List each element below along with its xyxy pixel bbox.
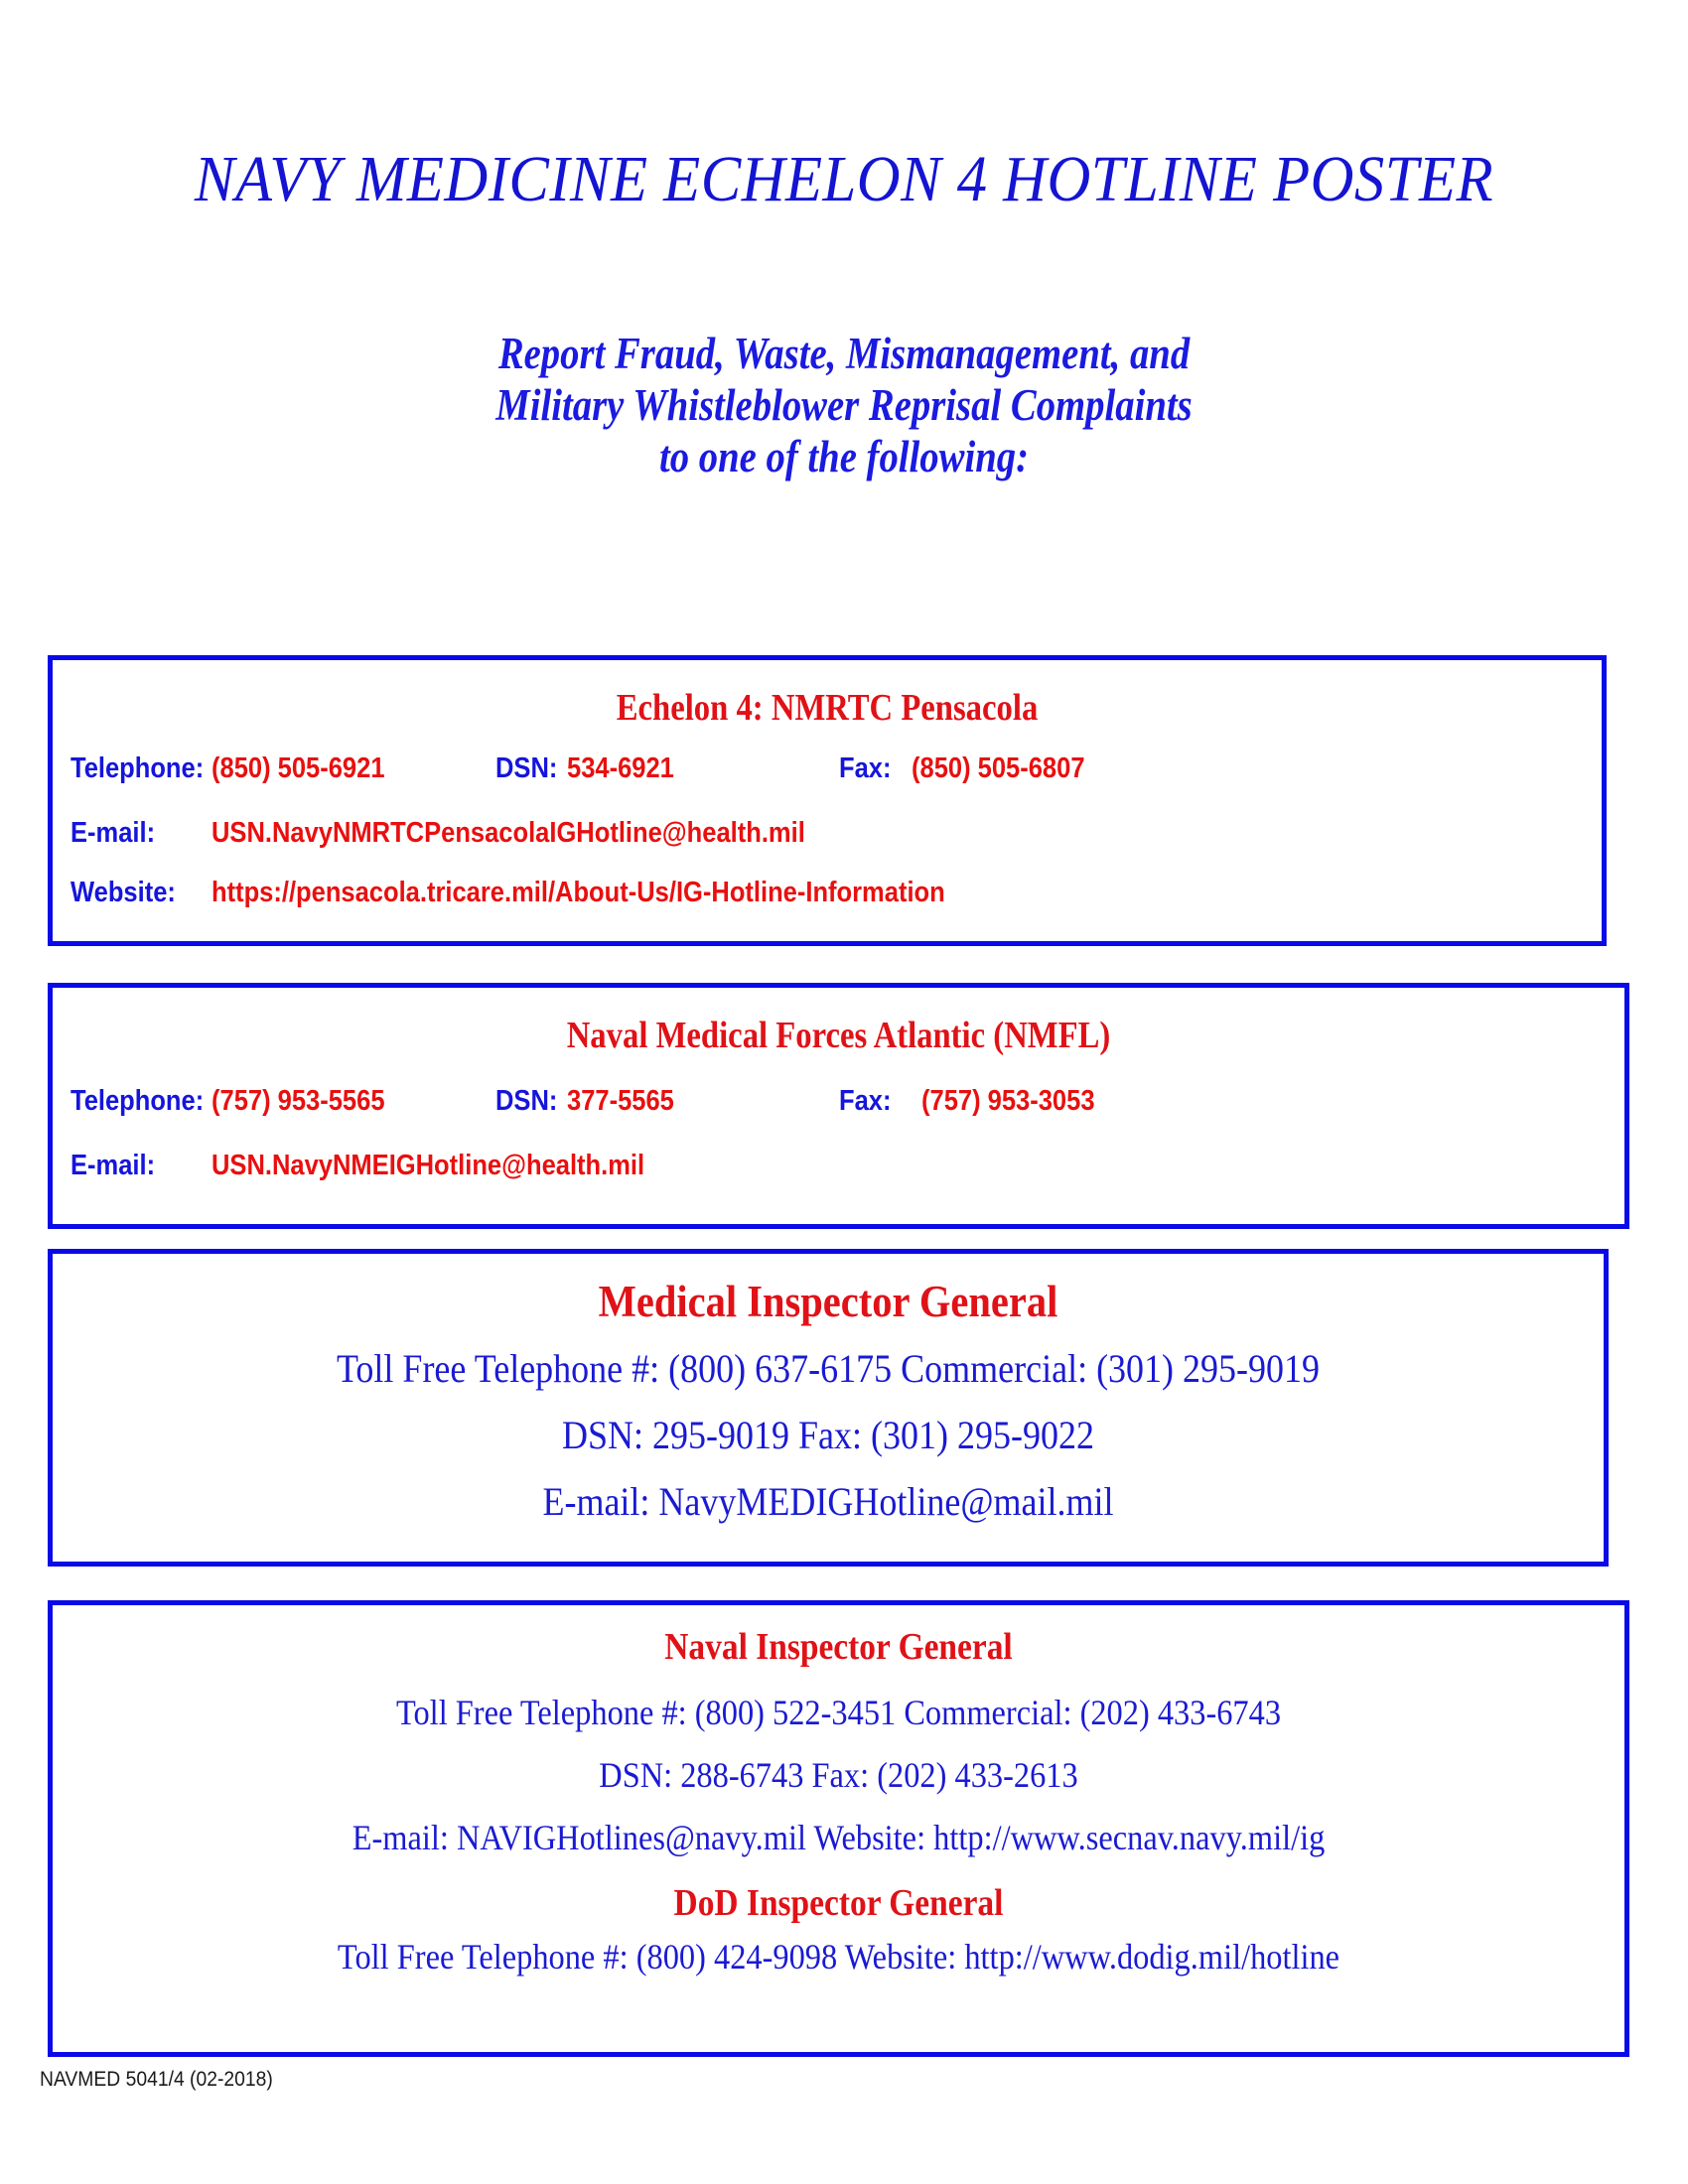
dsn-label: DSN: [495, 1085, 558, 1117]
website-label: Website: [70, 877, 176, 908]
contact-box-nmfl [48, 983, 1629, 1229]
dod-ig-line-1[interactable]: Toll Free Telephone #: (800) 424-9098 Website: http://www.dodig.mil/hotline [337, 1937, 1340, 1977]
telephone-label: Telephone: [70, 752, 205, 784]
dsn-label: DSN: [495, 752, 558, 784]
subtitle-line-3: to one of the following: [659, 432, 1029, 482]
fax-label: Fax: [839, 752, 892, 784]
contact-row-phone-nmfl [53, 1085, 1624, 1125]
page-title: NAVY MEDICINE ECHELON 4 HOTLINE POSTER [194, 143, 1494, 215]
fax-label: Fax: [839, 1085, 892, 1117]
contact-box-pensacola [48, 655, 1607, 946]
contact-row-email-nmfl [53, 1150, 1624, 1189]
naval-ig-line-2[interactable]: DSN: 288-6743 Fax: (202) 433-2613 [599, 1755, 1078, 1795]
contact-row-email-pensacola [53, 817, 1602, 857]
naval-ig-line-3[interactable]: E-mail: NAVIGHotlines@navy.mil Website: http://www.secnav.navy.mil/ig [352, 1818, 1326, 1857]
form-number: NAVMED 5041/4 (02-2018) [40, 2068, 273, 2091]
dsn-value[interactable]: 377-5565 [567, 1085, 674, 1117]
poster-subtitle [118, 328, 1570, 483]
medical-ig-line-3[interactable]: E-mail: NavyMEDIGHotline@mail.mil [542, 1479, 1114, 1524]
email-value[interactable]: USN.NavyNMEIGHotline@health.mil [211, 1150, 645, 1181]
box-heading-naval-ig: Naval Inspector General [664, 1626, 1013, 1668]
website-value[interactable]: https://pensacola.tricare.mil/About-Us/IG-Hotline-Information [211, 877, 945, 908]
contact-row-website-pensacola [53, 877, 1602, 916]
subtitle-line-1: Report Fraud, Waste, Mismanagement, and [497, 329, 1191, 378]
email-label: E-mail: [70, 1150, 156, 1181]
box-heading-pensacola: Echelon 4: NMRTC Pensacola [616, 687, 1039, 729]
fax-value[interactable]: (850) 505-6807 [912, 752, 1085, 784]
medical-ig-line-1[interactable]: Toll Free Telephone #: (800) 637-6175 Commercial: (301) 295-9019 [336, 1346, 1321, 1391]
email-label: E-mail: [70, 817, 156, 849]
telephone-label: Telephone: [70, 1085, 205, 1117]
fax-value[interactable]: (757) 953-3053 [921, 1085, 1095, 1117]
medical-ig-line-2[interactable]: DSN: 295-9019 Fax: (301) 295-9022 [562, 1413, 1094, 1457]
contact-box-medical-ig [48, 1249, 1609, 1567]
subtitle-line-2: Military Whistleblower Reprisal Complaints [495, 380, 1193, 431]
naval-ig-line-1[interactable]: Toll Free Telephone #: (800) 522-3451 Commercial: (202) 433-6743 [395, 1693, 1282, 1732]
box-heading-dod-ig: DoD Inspector General [673, 1882, 1004, 1924]
telephone-value[interactable]: (757) 953-5565 [211, 1085, 385, 1117]
contact-row-phone-pensacola [53, 752, 1602, 792]
box-heading-nmfl: Naval Medical Forces Atlantic (NMFL) [566, 1015, 1111, 1056]
box-heading-medical-ig: Medical Inspector General [598, 1277, 1058, 1326]
telephone-value[interactable]: (850) 505-6921 [211, 752, 385, 784]
dsn-value[interactable]: 534-6921 [567, 752, 674, 784]
email-value[interactable]: USN.NavyNMRTCPensacolaIGHotline@health.mil [211, 817, 805, 849]
contact-box-naval-ig [48, 1600, 1629, 2057]
